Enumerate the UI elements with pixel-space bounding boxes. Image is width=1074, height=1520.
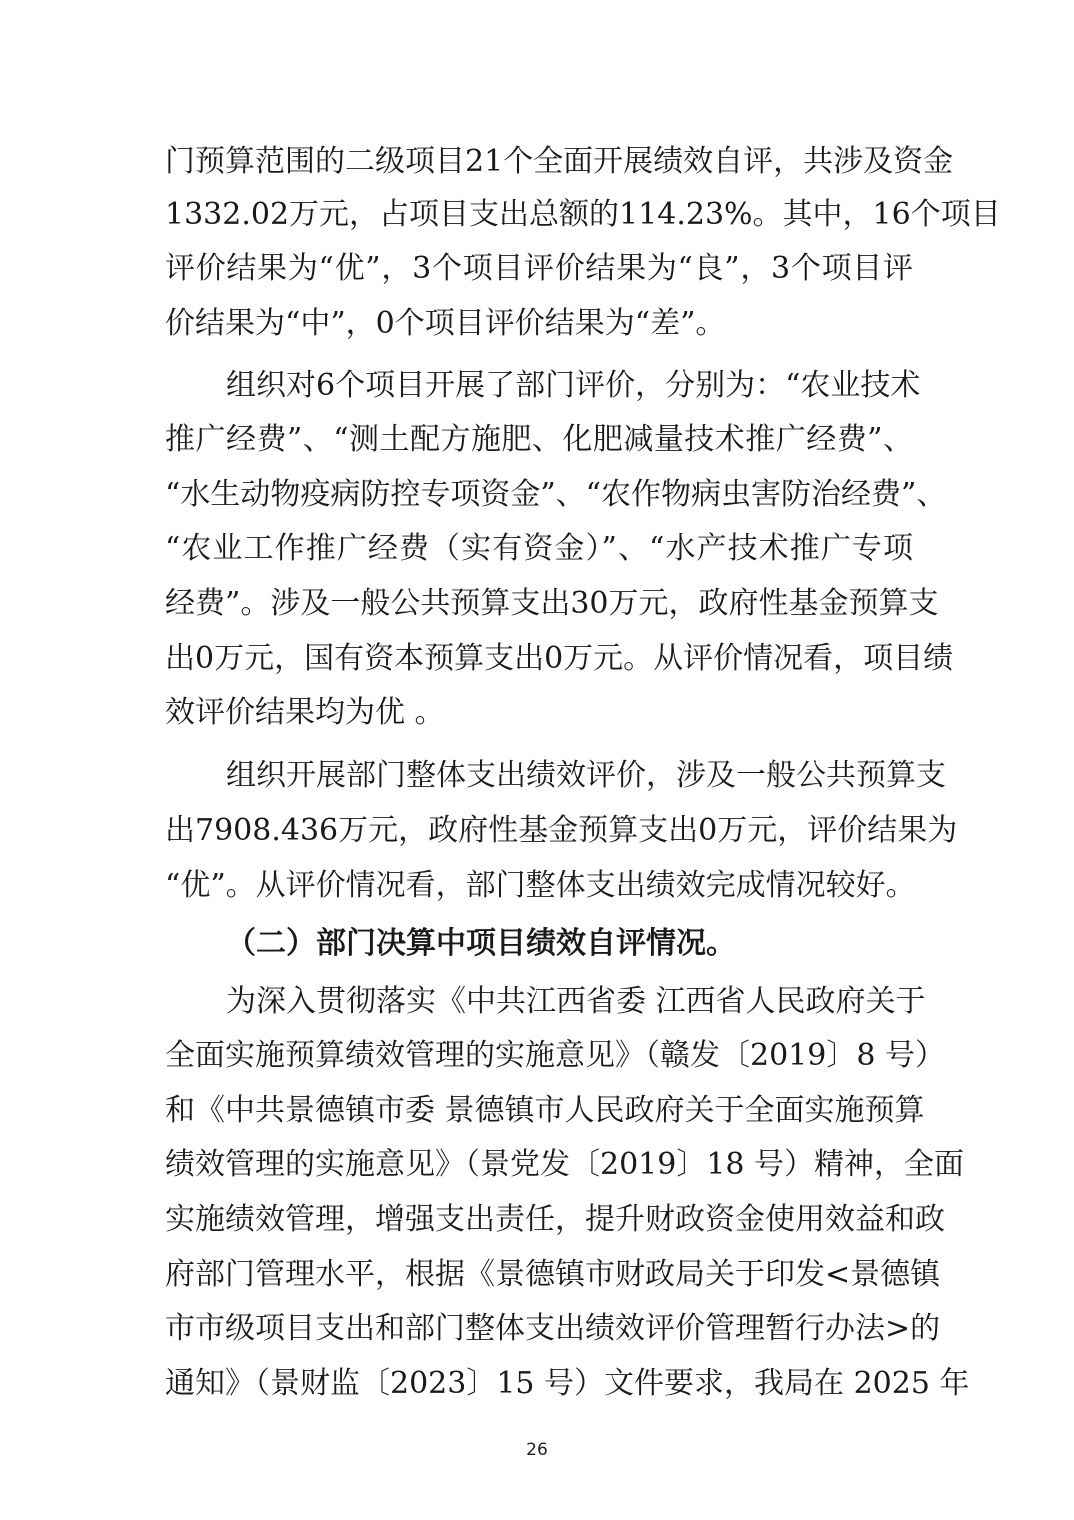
- body-text-line: 实施绩效管理，增强支出责任，提升财政资金使用效益和政: [165, 1202, 945, 1237]
- body-text-line: 绩效管理的实施意见》（景党发〔2019〕18 号）精神，全面: [165, 1147, 965, 1182]
- body-text-line: 评价结果为“优”，3个项目评价结果为“良”，3个项目评: [165, 251, 913, 286]
- body-text-line: 推广经费”、“测土配方施肥、化肥减量技术推广经费”、: [165, 422, 913, 457]
- body-text-line: 通知》（景财监〔2023〕15 号）文件要求，我局在 2025 年: [165, 1366, 970, 1401]
- body-text-line: 和《中共景德镇市委 景德镇市人民政府关于全面实施预算: [165, 1093, 925, 1128]
- body-text-line: “优”。从评价情况看，部门整体支出绩效完成情况较好。: [165, 868, 916, 903]
- paragraph-start-line: 为深入贯彻落实《中共江西省委 江西省人民政府关于: [226, 984, 926, 1019]
- page-number: 26: [526, 1440, 548, 1460]
- body-text-line: “农业工作推广经费（实有资金）”、“水产技术推广专项: [165, 531, 913, 566]
- body-text-line: 府部门管理水平，根据《景德镇市财政局关于印发<景德镇: [165, 1257, 941, 1292]
- paragraph-start-line: 组织开展部门整体支出绩效评价，涉及一般公共预算支: [226, 758, 946, 793]
- paragraph-start-line: 组织对6个项目开展了部门评价，分别为：“农业技术: [226, 368, 921, 403]
- body-text-line: “水生动物疫病防控专项资金”、“农作物病虫害防治经费”、: [165, 477, 947, 512]
- body-text-line: 出7908.436万元，政府性基金预算支出0万元，评价结果为: [165, 813, 958, 848]
- section-heading: （二）部门决算中项目绩效自评情况。: [226, 926, 736, 961]
- body-text-line: 市市级项目支出和部门整体支出绩效评价管理暂行办法>的: [165, 1311, 941, 1346]
- body-text-line: 门预算范围的二级项目21个全面开展绩效自评，共涉及资金: [165, 144, 954, 179]
- body-text-line: 效评价结果均为优 。: [165, 695, 445, 730]
- body-text-line: 价结果为“中”，0个项目评价结果为“差”。: [165, 306, 726, 341]
- body-text-line: 全面实施预算绩效管理的实施意见》（赣发〔2019〕8 号）: [165, 1038, 945, 1073]
- body-text-line: 经费”。涉及一般公共预算支出30万元，政府性基金预算支: [165, 586, 939, 621]
- body-text-line: 出0万元，国有资本预算支出0万元。从评价情况看，项目绩: [165, 641, 954, 676]
- body-text-line: 1332.02万元，占项目支出总额的114.23%。其中，16个项目: [165, 197, 1001, 232]
